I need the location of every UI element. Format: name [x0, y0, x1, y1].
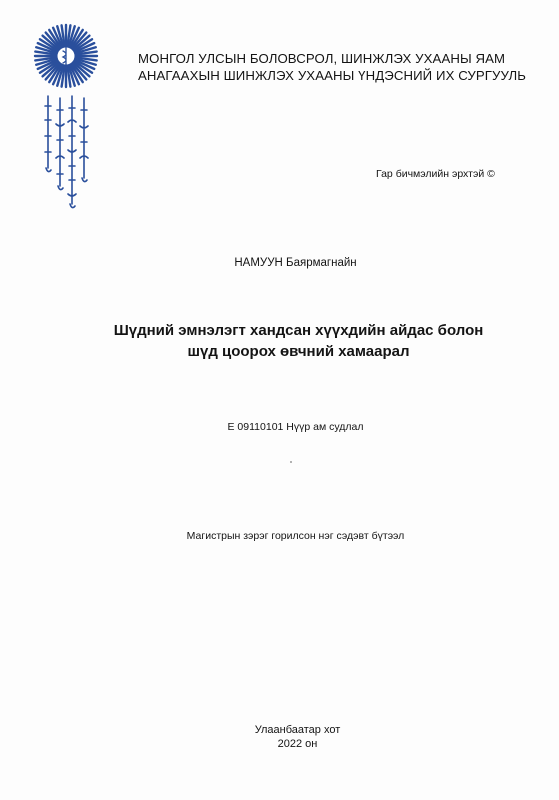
- scan-speck: [290, 461, 292, 463]
- author-name: [0, 257, 559, 269]
- copyright-notice: Гар бичмэлийн эрхтэй ©: [376, 168, 495, 180]
- institution-header: [138, 50, 538, 84]
- degree-statement: [0, 530, 559, 542]
- thesis-title-line-1: Шүдний эмнэлэгт хандсан хүүхдийн айдас болон: [113, 322, 484, 339]
- thesis-title: [0, 320, 559, 362]
- specialty-code-text: E 09110101 Нүүр ам судлал: [227, 421, 364, 433]
- year-text: 2022 он: [277, 738, 318, 750]
- mongol-script-text: [45, 96, 88, 208]
- place-text: Улаанбаатар хот: [254, 724, 341, 736]
- sunburst-emblem: [35, 25, 97, 87]
- specialty-code: [0, 421, 559, 433]
- university-logo: [30, 18, 102, 218]
- thesis-title-line-2: шүд цоорох өвчний хамаарал: [187, 343, 410, 360]
- place-and-year: [0, 723, 559, 751]
- ministry-name: МОНГОЛ УЛСЫН БОЛОВСРОЛ, ШИНЖЛЭХ УХААНЫ ЯАМ: [138, 51, 506, 66]
- university-emblem: [30, 18, 102, 218]
- author-name-text: НАМУУН Баярмагнайн: [234, 257, 357, 269]
- degree-statement-text: Магистрын зэрэг горилсон нэг сэдэвт бүтээл: [186, 530, 405, 542]
- university-name: АНАГААХЫН ШИНЖЛЭХ УХААНЫ ҮНДЭСНИЙ ИХ СУРГУУЛЬ: [138, 68, 527, 83]
